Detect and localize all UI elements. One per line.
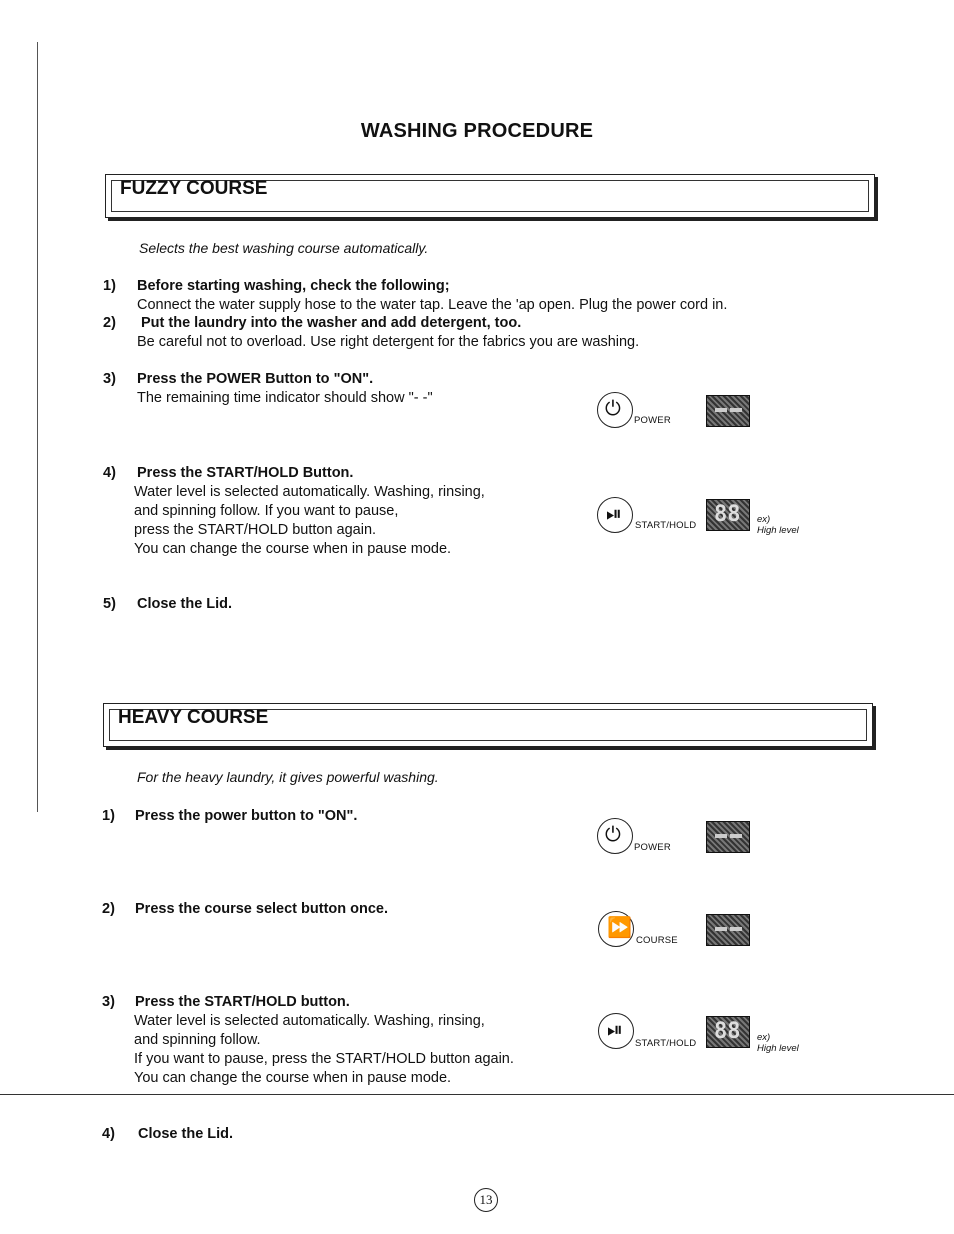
power-icon: ⏻ [605, 824, 621, 846]
step-title: Press the power button to "ON". [135, 808, 358, 824]
play-pause-icon: ⏯ [607, 1019, 623, 1041]
step-title: Press the course select button once. [135, 901, 389, 917]
step-title: Put the laundry into the washer and add detergent, too. [141, 315, 522, 331]
time-display [706, 395, 750, 427]
step-number: 4) [102, 1126, 115, 1142]
level-note: High level [757, 525, 799, 536]
start-hold-button-icon[interactable] [597, 497, 633, 533]
step-text: Be careful not to overload. Use right detergent for the fabrics you are washing. [137, 334, 640, 350]
time-display [706, 821, 750, 853]
start-hold-label: START/HOLD [635, 520, 697, 531]
fast-forward-icon: ⏩ [607, 917, 632, 939]
example-note: ex) [757, 514, 771, 525]
step-title: Press the POWER Button to "ON". [137, 371, 374, 387]
step-text: Water level is selected automatically. Washing, rinsing, and spinning follow. If you want to pause, press the START/HOLD button again. You can change the course when in pause mode. [134, 484, 485, 557]
power-label: POWER [634, 842, 671, 853]
course-label: COURSE [636, 935, 678, 946]
example-note: ex) [757, 1032, 771, 1043]
page-number: 13 [474, 1188, 498, 1212]
step-number: 4) [103, 465, 116, 481]
power-icon: ⏻ [605, 398, 621, 420]
power-button-icon[interactable] [597, 818, 633, 854]
level-display: 88 [706, 499, 750, 531]
step-title: Close the Lid. [137, 596, 233, 612]
step-number: 2) [102, 901, 115, 917]
level-note: High level [757, 1043, 799, 1054]
fuzzy-course-title: FUZZY COURSE [120, 178, 268, 199]
fuzzy-course-header [105, 174, 875, 218]
step-number: 5) [103, 596, 116, 612]
heavy-course-title: HEAVY COURSE [118, 707, 269, 728]
step-text: Connect the water supply hose to the water tap. Leave the 'ap open. Plug the power cord in. [137, 297, 728, 313]
power-button-icon[interactable] [597, 392, 633, 428]
left-margin-line [37, 42, 38, 812]
step-number: 1) [102, 808, 115, 824]
play-pause-icon: ⏯ [606, 503, 622, 525]
step-number: 3) [103, 371, 116, 387]
divider-line [0, 1094, 954, 1095]
step-title: Press the START/HOLD button. [135, 994, 350, 1010]
fuzzy-intro: Selects the best washing course automatically. [139, 240, 429, 256]
time-display [706, 914, 750, 946]
start-hold-button-icon[interactable] [598, 1013, 634, 1049]
step-title: Press the START/HOLD Button. [137, 465, 354, 481]
step-title: Close the Lid. [138, 1126, 234, 1142]
start-hold-label: START/HOLD [635, 1038, 697, 1049]
step-number: 3) [102, 994, 115, 1010]
heavy-intro: For the heavy laundry, it gives powerful washing. [137, 769, 439, 785]
heavy-course-header [103, 703, 873, 747]
step-text: Water level is selected automatically. Washing, rinsing, and spinning follow. If you want to pause, press the START/HOLD button again. You can change the course when in pause mode. [134, 1013, 514, 1086]
step-number: 1) [103, 278, 116, 294]
step-number: 2) [103, 315, 116, 331]
page-title: WASHING PROCEDURE [360, 120, 594, 142]
power-label: POWER [634, 415, 671, 426]
step-title: Before starting washing, check the following; [137, 278, 450, 294]
level-display: 88 [706, 1016, 750, 1048]
course-button-icon[interactable] [598, 911, 634, 947]
step-text: The remaining time indicator should show "- -" [137, 390, 433, 406]
